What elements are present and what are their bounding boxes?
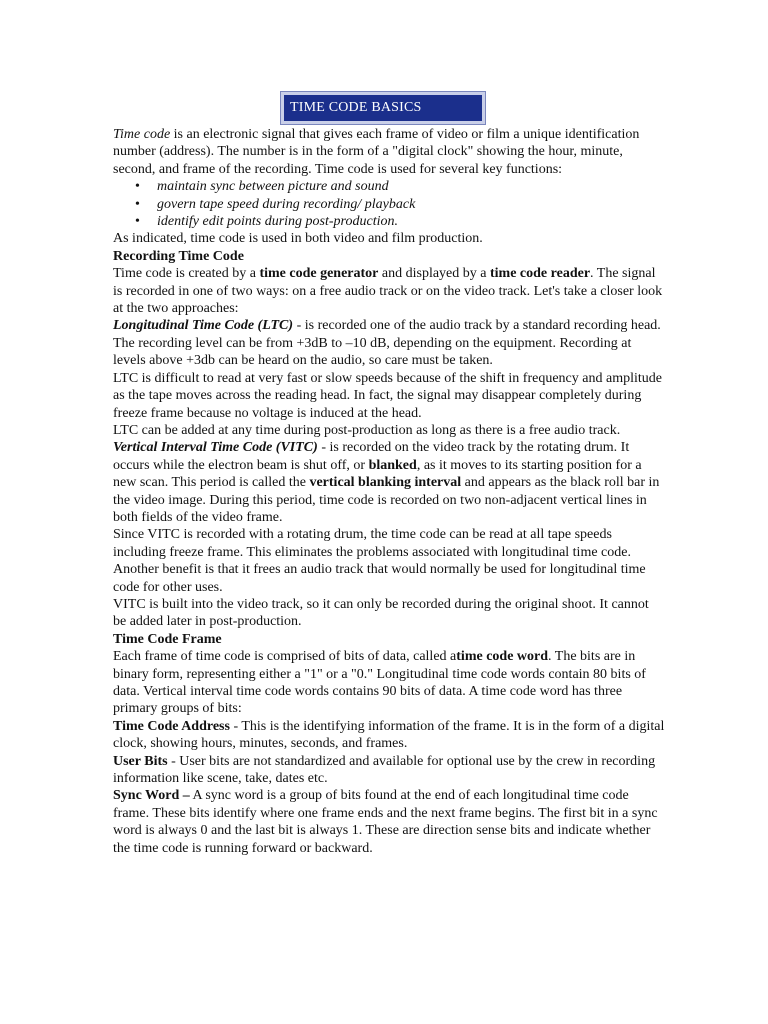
text-run: A sync word is a group of bits found at the end of each longitudinal time code frame. These bits identify where one frame ends and the next frame begins. The first bit in a sync word is always 0 and the last bit is always 1. These are direction sense bits and indicate whether the time code is running forward or backward. [113,788,658,856]
intro-term: Time code [113,127,171,142]
text-run: - is recorded one of the audio track by a standard recording head. The recording level can be from +3dB to –10 dB, depending on the equipment. Recording at levels above +3db can be heard on the audio, so care must be taken. [113,318,661,369]
list-item: • identify edit points during post-production. [157,213,665,230]
term-blanked: blanked [368,457,417,473]
vitc-paragraph [113,439,665,526]
list-item: • govern tape speed during recording/ playback [157,196,665,213]
text-run: and appears as the black roll bar in the video image. During this period, time code is recorded on two non-adjacent vertical lines in both fields of the video frame. [113,475,660,525]
term-vbi: vertical blanking interval [309,475,462,491]
ltc-paragraph-2: LTC is difficult to read at very fast or slow speeds because of the shift in frequency and amplitude as the tape moves across the reading head. In fact, the signal may disappear completely during freeze frame because no voltage is induced at the head. [113,370,662,421]
as-indicated-paragraph: As indicated, time code is used in both video and film production. [113,231,483,247]
document-title: TIME CODE BASICS [281,92,485,124]
term-user-bits: User Bits [113,753,168,769]
frame-heading: Time Code Frame [113,631,222,647]
ltc-term: Longitudinal Time Code (LTC) [113,318,294,334]
text-run: Time code is created by a [113,266,260,282]
text-run: . The signal is recorded in one of two ways: on a free audio track or on the video track. Let's take a closer look at the two approaches: [113,266,663,317]
term-time-code-word: time code word [456,649,549,665]
recording-paragraph [113,265,665,317]
text-run: and displayed by a [378,266,490,282]
text-run: - User bits are not standardized and available for optional use by the crew in recording information like scene, take, dates etc. [113,753,656,787]
text-run: - This is the identifying information of the frame. It is in the form of a digital clock, showing hours, minutes, seconds, and frames. [113,718,665,752]
recording-heading: Recording Time Code [113,248,244,264]
intro-text: is an electronic signal that gives each frame of video or film a unique identification number (address). The number is in the form of a "digital clock" showing the hour, minute, second, and frame of the recording. Time code is used for several key functions: [113,127,640,177]
text-run: - is recorded on the video track by the rotating drum. It occurs while the electron beam is shut off, or [113,440,630,473]
group-address-paragraph [113,718,665,753]
vitc-paragraph-2: Since VITC is recorded with a rotating drum, the time code can be read at all tape speeds including freeze frame. This eliminates the problems associated with longitudinal time code. Another benefit is that it frees an audio track that would normally be used for longitudinal time code for other uses. [113,527,646,595]
document-body [113,126,665,857]
intro-paragraph [113,126,665,178]
term-address: Time Code Address [113,718,230,734]
frame-paragraph [113,648,665,718]
list-item: • maintain sync between picture and sound [157,178,665,195]
term-sync-word: Sync Word – [113,788,190,804]
vitc-paragraph-3: VITC is built into the video track, so it can only be recorded during the original shoot. It cannot be added later in post-production. [113,596,649,630]
term-generator: time code generator [259,266,379,282]
term-reader: time code reader [490,266,591,282]
text-run: . The bits are in binary form, representing either a "1" or a "0." Longitudinal time code words contain 80 bits of data. Vertical interval time code words contains 90 bits of data. A time code word has three primary groups of bits: [113,649,646,717]
ltc-paragraph [113,317,665,369]
text-run: Each frame of time code is comprised of bits of data, called a [113,649,457,665]
group-user-bits-paragraph [113,753,665,788]
title-container [281,92,485,124]
group-sync-word-paragraph [113,787,665,857]
vitc-term: Vertical Interval Time Code (VITC) [113,440,318,456]
ltc-paragraph-3: LTC can be added at any time during post-production as long as there is a free audio track. [113,422,621,438]
text-run: , as it moves to its starting position for a new scan. This period is called the [113,457,642,491]
functions-list [113,178,665,230]
